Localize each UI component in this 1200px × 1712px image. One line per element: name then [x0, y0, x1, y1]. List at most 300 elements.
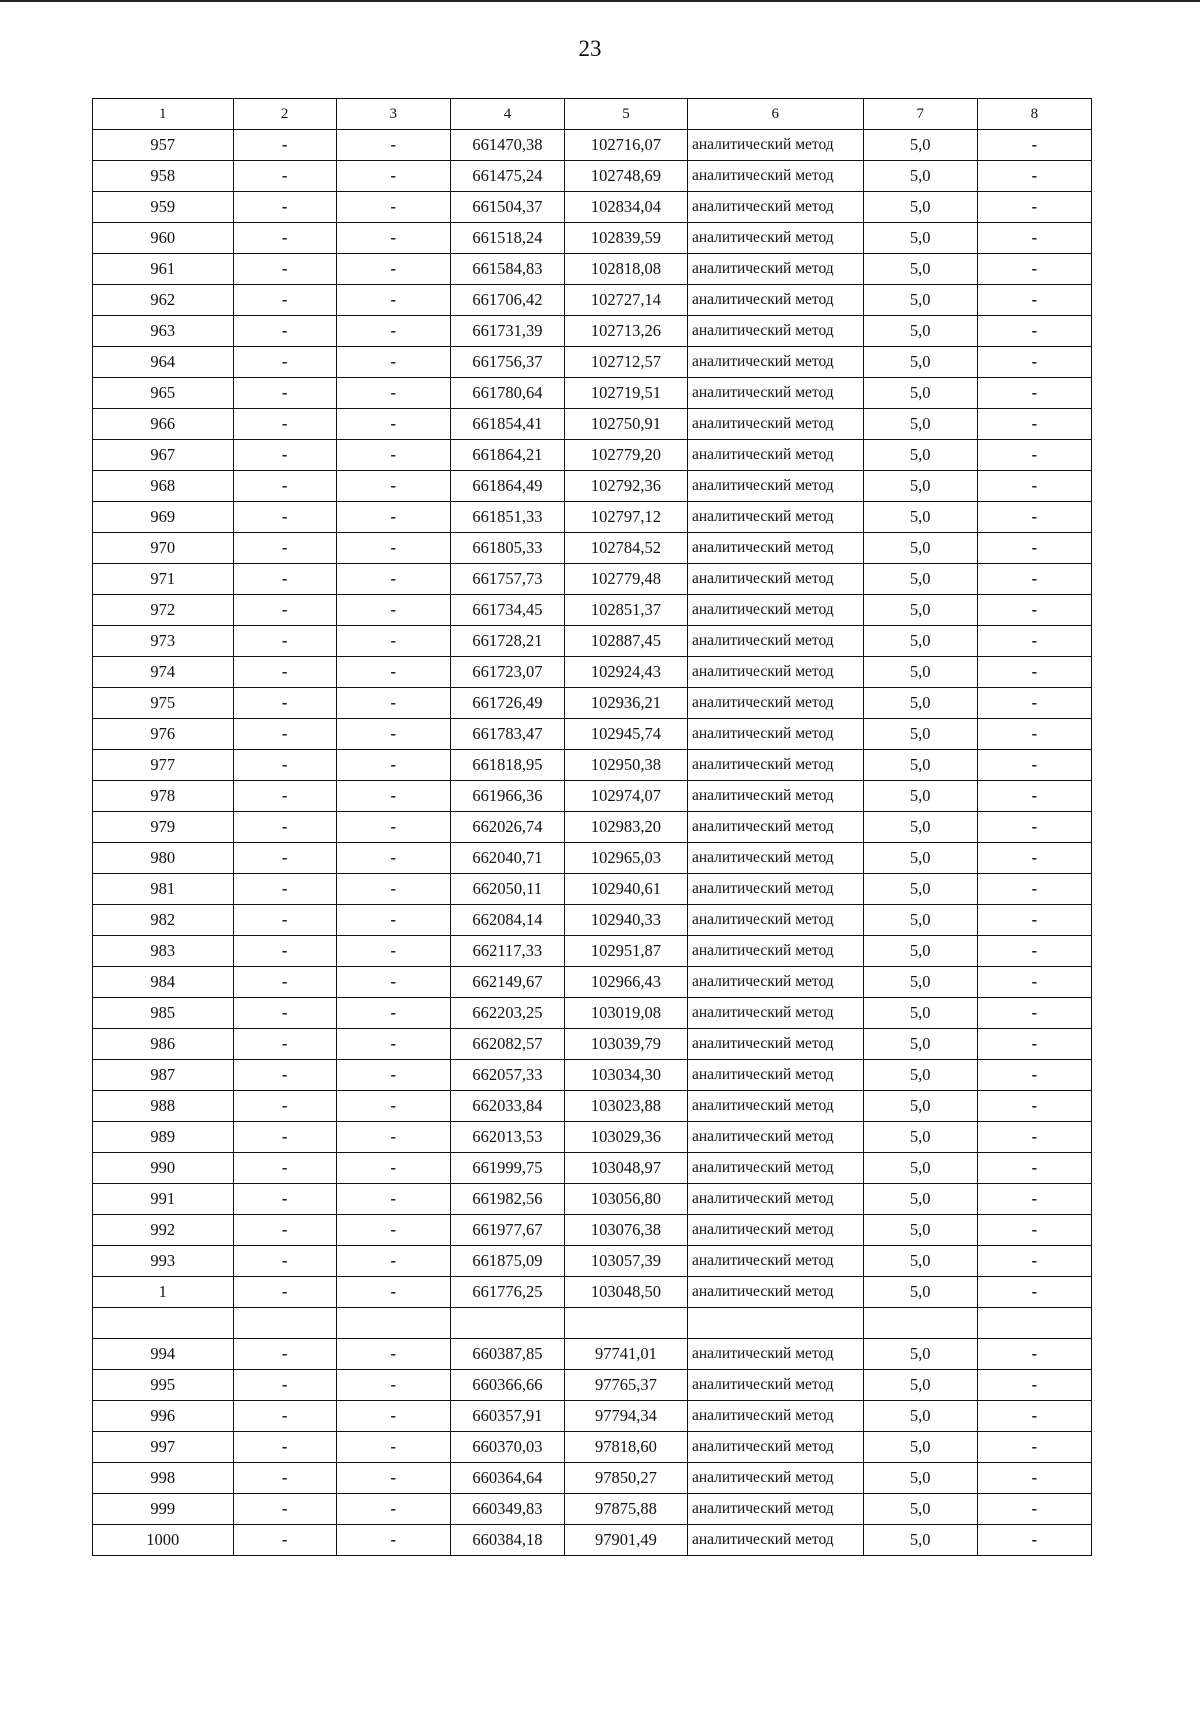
y-coordinate-cell: 102719,51 — [565, 378, 688, 409]
point-number-cell: 994 — [93, 1339, 234, 1370]
point-number-cell: 991 — [93, 1184, 234, 1215]
col3-cell: - — [336, 843, 450, 874]
point-number-cell: 961 — [93, 254, 234, 285]
col8-cell: - — [977, 1246, 1091, 1277]
col2-cell: - — [233, 998, 336, 1029]
y-coordinate-cell: 97901,49 — [565, 1525, 688, 1556]
col3-cell: - — [336, 998, 450, 1029]
col2-cell: - — [233, 1215, 336, 1246]
method-cell: аналитический метод — [687, 1060, 863, 1091]
table-row — [93, 564, 1092, 595]
point-number-cell: 986 — [93, 1029, 234, 1060]
top-border-line — [0, 0, 1200, 2]
col8-cell: - — [977, 750, 1091, 781]
accuracy-cell: 5,0 — [863, 223, 977, 254]
col3-cell: - — [336, 936, 450, 967]
col8-cell: - — [977, 192, 1091, 223]
point-number-cell: 990 — [93, 1153, 234, 1184]
y-coordinate-cell: 97741,01 — [565, 1339, 688, 1370]
col2-cell: - — [233, 130, 336, 161]
accuracy-cell: 5,0 — [863, 626, 977, 657]
method-cell: аналитический метод — [687, 347, 863, 378]
col8-cell: - — [977, 812, 1091, 843]
x-coordinate-cell: 661780,64 — [450, 378, 564, 409]
accuracy-cell: 5,0 — [863, 378, 977, 409]
y-coordinate-cell: 102839,59 — [565, 223, 688, 254]
table-row — [93, 595, 1092, 626]
empty-cell — [233, 1308, 336, 1339]
col3-cell: - — [336, 1091, 450, 1122]
col3-cell: - — [336, 626, 450, 657]
col3-cell: - — [336, 905, 450, 936]
x-coordinate-cell: 661726,49 — [450, 688, 564, 719]
x-coordinate-cell: 662050,11 — [450, 874, 564, 905]
col2-cell: - — [233, 626, 336, 657]
y-coordinate-cell: 102797,12 — [565, 502, 688, 533]
accuracy-cell: 5,0 — [863, 1122, 977, 1153]
method-cell: аналитический метод — [687, 595, 863, 626]
accuracy-cell: 5,0 — [863, 843, 977, 874]
table-row — [93, 688, 1092, 719]
accuracy-cell: 5,0 — [863, 657, 977, 688]
point-number-cell: 965 — [93, 378, 234, 409]
col2-cell: - — [233, 1091, 336, 1122]
col8-cell: - — [977, 657, 1091, 688]
table-row — [93, 409, 1092, 440]
empty-cell — [977, 1308, 1091, 1339]
y-coordinate-cell: 102966,43 — [565, 967, 688, 998]
table-row — [93, 378, 1092, 409]
col8-cell: - — [977, 967, 1091, 998]
x-coordinate-cell: 662040,71 — [450, 843, 564, 874]
col8-cell: - — [977, 719, 1091, 750]
table-row — [93, 440, 1092, 471]
x-coordinate-cell: 662117,33 — [450, 936, 564, 967]
method-cell: аналитический метод — [687, 1029, 863, 1060]
accuracy-cell: 5,0 — [863, 471, 977, 502]
col8-cell: - — [977, 1060, 1091, 1091]
method-cell: аналитический метод — [687, 130, 863, 161]
header-cell-6: 6 — [687, 99, 863, 130]
point-number-cell: 973 — [93, 626, 234, 657]
page-number: 23 — [578, 36, 602, 61]
col8-cell: - — [977, 1184, 1091, 1215]
table-row — [93, 1091, 1092, 1122]
point-number-cell: 987 — [93, 1060, 234, 1091]
col8-cell: - — [977, 254, 1091, 285]
method-cell: аналитический метод — [687, 502, 863, 533]
col8-cell: - — [977, 564, 1091, 595]
col3-cell: - — [336, 1029, 450, 1060]
col2-cell: - — [233, 285, 336, 316]
y-coordinate-cell: 102951,87 — [565, 936, 688, 967]
x-coordinate-cell: 661783,47 — [450, 719, 564, 750]
accuracy-cell: 5,0 — [863, 967, 977, 998]
point-number-cell: 989 — [93, 1122, 234, 1153]
separator-row — [93, 1308, 1092, 1339]
col8-cell: - — [977, 998, 1091, 1029]
col3-cell: - — [336, 502, 450, 533]
table-row — [93, 1215, 1092, 1246]
y-coordinate-cell: 97765,37 — [565, 1370, 688, 1401]
x-coordinate-cell: 662084,14 — [450, 905, 564, 936]
empty-cell — [336, 1308, 450, 1339]
col2-cell: - — [233, 1184, 336, 1215]
method-cell: аналитический метод — [687, 1463, 863, 1494]
col2-cell: - — [233, 409, 336, 440]
point-number-cell: 988 — [93, 1091, 234, 1122]
col3-cell: - — [336, 471, 450, 502]
y-coordinate-cell: 103076,38 — [565, 1215, 688, 1246]
col2-cell: - — [233, 1246, 336, 1277]
accuracy-cell: 5,0 — [863, 1339, 977, 1370]
col3-cell: - — [336, 781, 450, 812]
table-row — [93, 130, 1092, 161]
point-number-cell: 993 — [93, 1246, 234, 1277]
point-number-cell: 982 — [93, 905, 234, 936]
x-coordinate-cell: 662082,57 — [450, 1029, 564, 1060]
col2-cell: - — [233, 967, 336, 998]
x-coordinate-cell: 660366,66 — [450, 1370, 564, 1401]
col2-cell: - — [233, 812, 336, 843]
accuracy-cell: 5,0 — [863, 688, 977, 719]
table-row — [93, 1122, 1092, 1153]
point-number-cell: 995 — [93, 1370, 234, 1401]
table-row — [93, 1432, 1092, 1463]
col8-cell: - — [977, 843, 1091, 874]
col8-cell: - — [977, 502, 1091, 533]
col2-cell: - — [233, 192, 336, 223]
accuracy-cell: 5,0 — [863, 1432, 977, 1463]
x-coordinate-cell: 660370,03 — [450, 1432, 564, 1463]
accuracy-cell: 5,0 — [863, 1277, 977, 1308]
header-cell-7: 7 — [863, 99, 977, 130]
col8-cell: - — [977, 223, 1091, 254]
y-coordinate-cell: 97850,27 — [565, 1463, 688, 1494]
header-cell-5: 5 — [565, 99, 688, 130]
col2-cell: - — [233, 564, 336, 595]
method-cell: аналитический метод — [687, 967, 863, 998]
method-cell: аналитический метод — [687, 533, 863, 564]
method-cell: аналитический метод — [687, 781, 863, 812]
col3-cell: - — [336, 533, 450, 564]
y-coordinate-cell: 102779,20 — [565, 440, 688, 471]
table-row — [93, 1060, 1092, 1091]
method-cell: аналитический метод — [687, 750, 863, 781]
accuracy-cell: 5,0 — [863, 1525, 977, 1556]
col3-cell: - — [336, 874, 450, 905]
col2-cell: - — [233, 1525, 336, 1556]
col8-cell: - — [977, 1215, 1091, 1246]
col2-cell: - — [233, 719, 336, 750]
col2-cell: - — [233, 347, 336, 378]
accuracy-cell: 5,0 — [863, 905, 977, 936]
empty-cell — [450, 1308, 564, 1339]
col2-cell: - — [233, 781, 336, 812]
table-row — [93, 936, 1092, 967]
col8-cell: - — [977, 936, 1091, 967]
method-cell: аналитический метод — [687, 1525, 863, 1556]
col3-cell: - — [336, 1525, 450, 1556]
x-coordinate-cell: 660387,85 — [450, 1339, 564, 1370]
x-coordinate-cell: 662203,25 — [450, 998, 564, 1029]
point-number-cell: 972 — [93, 595, 234, 626]
col2-cell: - — [233, 1029, 336, 1060]
table-row — [93, 1246, 1092, 1277]
col2-cell: - — [233, 440, 336, 471]
x-coordinate-cell: 661864,21 — [450, 440, 564, 471]
x-coordinate-cell: 661805,33 — [450, 533, 564, 564]
x-coordinate-cell: 661776,25 — [450, 1277, 564, 1308]
y-coordinate-cell: 97818,60 — [565, 1432, 688, 1463]
col8-cell: - — [977, 1494, 1091, 1525]
table-row — [93, 347, 1092, 378]
col3-cell: - — [336, 130, 450, 161]
table-row — [93, 1370, 1092, 1401]
col8-cell: - — [977, 409, 1091, 440]
accuracy-cell: 5,0 — [863, 347, 977, 378]
point-number-cell: 977 — [93, 750, 234, 781]
col3-cell: - — [336, 688, 450, 719]
col2-cell: - — [233, 595, 336, 626]
col2-cell: - — [233, 1432, 336, 1463]
point-number-cell: 992 — [93, 1215, 234, 1246]
point-number-cell: 962 — [93, 285, 234, 316]
col2-cell: - — [233, 688, 336, 719]
col3-cell: - — [336, 657, 450, 688]
point-number-cell: 959 — [93, 192, 234, 223]
col8-cell: - — [977, 130, 1091, 161]
col2-cell: - — [233, 905, 336, 936]
col2-cell: - — [233, 161, 336, 192]
col8-cell: - — [977, 1432, 1091, 1463]
point-number-cell: 1 — [93, 1277, 234, 1308]
x-coordinate-cell: 662057,33 — [450, 1060, 564, 1091]
coordinates-table — [92, 98, 1092, 1556]
col8-cell: - — [977, 1029, 1091, 1060]
table-row — [93, 750, 1092, 781]
col8-cell: - — [977, 905, 1091, 936]
point-number-cell: 998 — [93, 1463, 234, 1494]
method-cell: аналитический метод — [687, 161, 863, 192]
method-cell: аналитический метод — [687, 1401, 863, 1432]
method-cell: аналитический метод — [687, 1153, 863, 1184]
x-coordinate-cell: 661504,37 — [450, 192, 564, 223]
col3-cell: - — [336, 316, 450, 347]
point-number-cell: 983 — [93, 936, 234, 967]
accuracy-cell: 5,0 — [863, 936, 977, 967]
method-cell: аналитический метод — [687, 285, 863, 316]
accuracy-cell: 5,0 — [863, 192, 977, 223]
accuracy-cell: 5,0 — [863, 161, 977, 192]
col2-cell: - — [233, 874, 336, 905]
x-coordinate-cell: 662033,84 — [450, 1091, 564, 1122]
y-coordinate-cell: 102818,08 — [565, 254, 688, 285]
table-row — [93, 316, 1092, 347]
y-coordinate-cell: 102940,33 — [565, 905, 688, 936]
table-row — [93, 719, 1092, 750]
col3-cell: - — [336, 1370, 450, 1401]
y-coordinate-cell: 102779,48 — [565, 564, 688, 595]
table-row — [93, 192, 1092, 223]
method-cell: аналитический метод — [687, 626, 863, 657]
x-coordinate-cell: 662013,53 — [450, 1122, 564, 1153]
method-cell: аналитический метод — [687, 1215, 863, 1246]
accuracy-cell: 5,0 — [863, 409, 977, 440]
point-number-cell: 957 — [93, 130, 234, 161]
accuracy-cell: 5,0 — [863, 719, 977, 750]
col2-cell: - — [233, 936, 336, 967]
empty-cell — [565, 1308, 688, 1339]
y-coordinate-cell: 102887,45 — [565, 626, 688, 657]
accuracy-cell: 5,0 — [863, 564, 977, 595]
col2-cell: - — [233, 533, 336, 564]
point-number-cell: 997 — [93, 1432, 234, 1463]
col2-cell: - — [233, 1463, 336, 1494]
point-number-cell: 974 — [93, 657, 234, 688]
x-coordinate-cell: 661854,41 — [450, 409, 564, 440]
accuracy-cell: 5,0 — [863, 998, 977, 1029]
accuracy-cell: 5,0 — [863, 1215, 977, 1246]
y-coordinate-cell: 103029,36 — [565, 1122, 688, 1153]
method-cell: аналитический метод — [687, 843, 863, 874]
point-number-cell: 971 — [93, 564, 234, 595]
method-cell: аналитический метод — [687, 564, 863, 595]
empty-cell — [93, 1308, 234, 1339]
accuracy-cell: 5,0 — [863, 254, 977, 285]
method-cell: аналитический метод — [687, 998, 863, 1029]
accuracy-cell: 5,0 — [863, 1060, 977, 1091]
col3-cell: - — [336, 1122, 450, 1153]
col3-cell: - — [336, 1494, 450, 1525]
y-coordinate-cell: 102945,74 — [565, 719, 688, 750]
col3-cell: - — [336, 378, 450, 409]
accuracy-cell: 5,0 — [863, 874, 977, 905]
x-coordinate-cell: 661875,09 — [450, 1246, 564, 1277]
col3-cell: - — [336, 719, 450, 750]
col2-cell: - — [233, 1122, 336, 1153]
y-coordinate-cell: 102974,07 — [565, 781, 688, 812]
table-row — [93, 657, 1092, 688]
col3-cell: - — [336, 1277, 450, 1308]
col8-cell: - — [977, 1122, 1091, 1153]
method-cell: аналитический метод — [687, 905, 863, 936]
point-number-cell: 980 — [93, 843, 234, 874]
col2-cell: - — [233, 750, 336, 781]
point-number-cell: 963 — [93, 316, 234, 347]
point-number-cell: 966 — [93, 409, 234, 440]
x-coordinate-cell: 661818,95 — [450, 750, 564, 781]
col8-cell: - — [977, 595, 1091, 626]
col8-cell: - — [977, 626, 1091, 657]
point-number-cell: 969 — [93, 502, 234, 533]
table-row — [93, 812, 1092, 843]
col8-cell: - — [977, 471, 1091, 502]
x-coordinate-cell: 661475,24 — [450, 161, 564, 192]
col8-cell: - — [977, 1153, 1091, 1184]
x-coordinate-cell: 660364,64 — [450, 1463, 564, 1494]
y-coordinate-cell: 97794,34 — [565, 1401, 688, 1432]
table-row — [93, 874, 1092, 905]
col3-cell: - — [336, 161, 450, 192]
header-cell-1: 1 — [93, 99, 234, 130]
accuracy-cell: 5,0 — [863, 1370, 977, 1401]
y-coordinate-cell: 102936,21 — [565, 688, 688, 719]
table-row — [93, 1153, 1092, 1184]
method-cell: аналитический метод — [687, 471, 863, 502]
y-coordinate-cell: 103048,50 — [565, 1277, 688, 1308]
accuracy-cell: 5,0 — [863, 440, 977, 471]
table-row — [93, 1184, 1092, 1215]
method-cell: аналитический метод — [687, 936, 863, 967]
y-coordinate-cell: 103034,30 — [565, 1060, 688, 1091]
y-coordinate-cell: 102983,20 — [565, 812, 688, 843]
col3-cell: - — [336, 1246, 450, 1277]
accuracy-cell: 5,0 — [863, 595, 977, 626]
col3-cell: - — [336, 254, 450, 285]
table-row — [93, 1277, 1092, 1308]
x-coordinate-cell: 661851,33 — [450, 502, 564, 533]
col8-cell: - — [977, 440, 1091, 471]
method-cell: аналитический метод — [687, 1246, 863, 1277]
col8-cell: - — [977, 781, 1091, 812]
point-number-cell: 984 — [93, 967, 234, 998]
col8-cell: - — [977, 378, 1091, 409]
accuracy-cell: 5,0 — [863, 812, 977, 843]
accuracy-cell: 5,0 — [863, 1091, 977, 1122]
col8-cell: - — [977, 688, 1091, 719]
x-coordinate-cell: 661728,21 — [450, 626, 564, 657]
method-cell: аналитический метод — [687, 316, 863, 347]
x-coordinate-cell: 661864,49 — [450, 471, 564, 502]
table-row — [93, 905, 1092, 936]
col3-cell: - — [336, 750, 450, 781]
point-number-cell: 996 — [93, 1401, 234, 1432]
y-coordinate-cell: 102950,38 — [565, 750, 688, 781]
method-cell: аналитический метод — [687, 812, 863, 843]
x-coordinate-cell: 660349,83 — [450, 1494, 564, 1525]
point-number-cell: 975 — [93, 688, 234, 719]
col8-cell: - — [977, 874, 1091, 905]
point-number-cell: 985 — [93, 998, 234, 1029]
x-coordinate-cell: 661584,83 — [450, 254, 564, 285]
method-cell: аналитический метод — [687, 223, 863, 254]
col8-cell: - — [977, 161, 1091, 192]
table-row — [93, 967, 1092, 998]
y-coordinate-cell: 102713,26 — [565, 316, 688, 347]
y-coordinate-cell: 102851,37 — [565, 595, 688, 626]
x-coordinate-cell: 660357,91 — [450, 1401, 564, 1432]
accuracy-cell: 5,0 — [863, 316, 977, 347]
col3-cell: - — [336, 1060, 450, 1091]
table-row — [93, 161, 1092, 192]
y-coordinate-cell: 102924,43 — [565, 657, 688, 688]
header-row — [93, 99, 1092, 130]
accuracy-cell: 5,0 — [863, 750, 977, 781]
method-cell: аналитический метод — [687, 1339, 863, 1370]
method-cell: аналитический метод — [687, 657, 863, 688]
y-coordinate-cell: 102727,14 — [565, 285, 688, 316]
y-coordinate-cell: 102965,03 — [565, 843, 688, 874]
point-number-cell: 976 — [93, 719, 234, 750]
col3-cell: - — [336, 440, 450, 471]
table-row — [93, 533, 1092, 564]
x-coordinate-cell: 661999,75 — [450, 1153, 564, 1184]
y-coordinate-cell: 103039,79 — [565, 1029, 688, 1060]
accuracy-cell: 5,0 — [863, 1184, 977, 1215]
point-number-cell: 960 — [93, 223, 234, 254]
accuracy-cell: 5,0 — [863, 1463, 977, 1494]
